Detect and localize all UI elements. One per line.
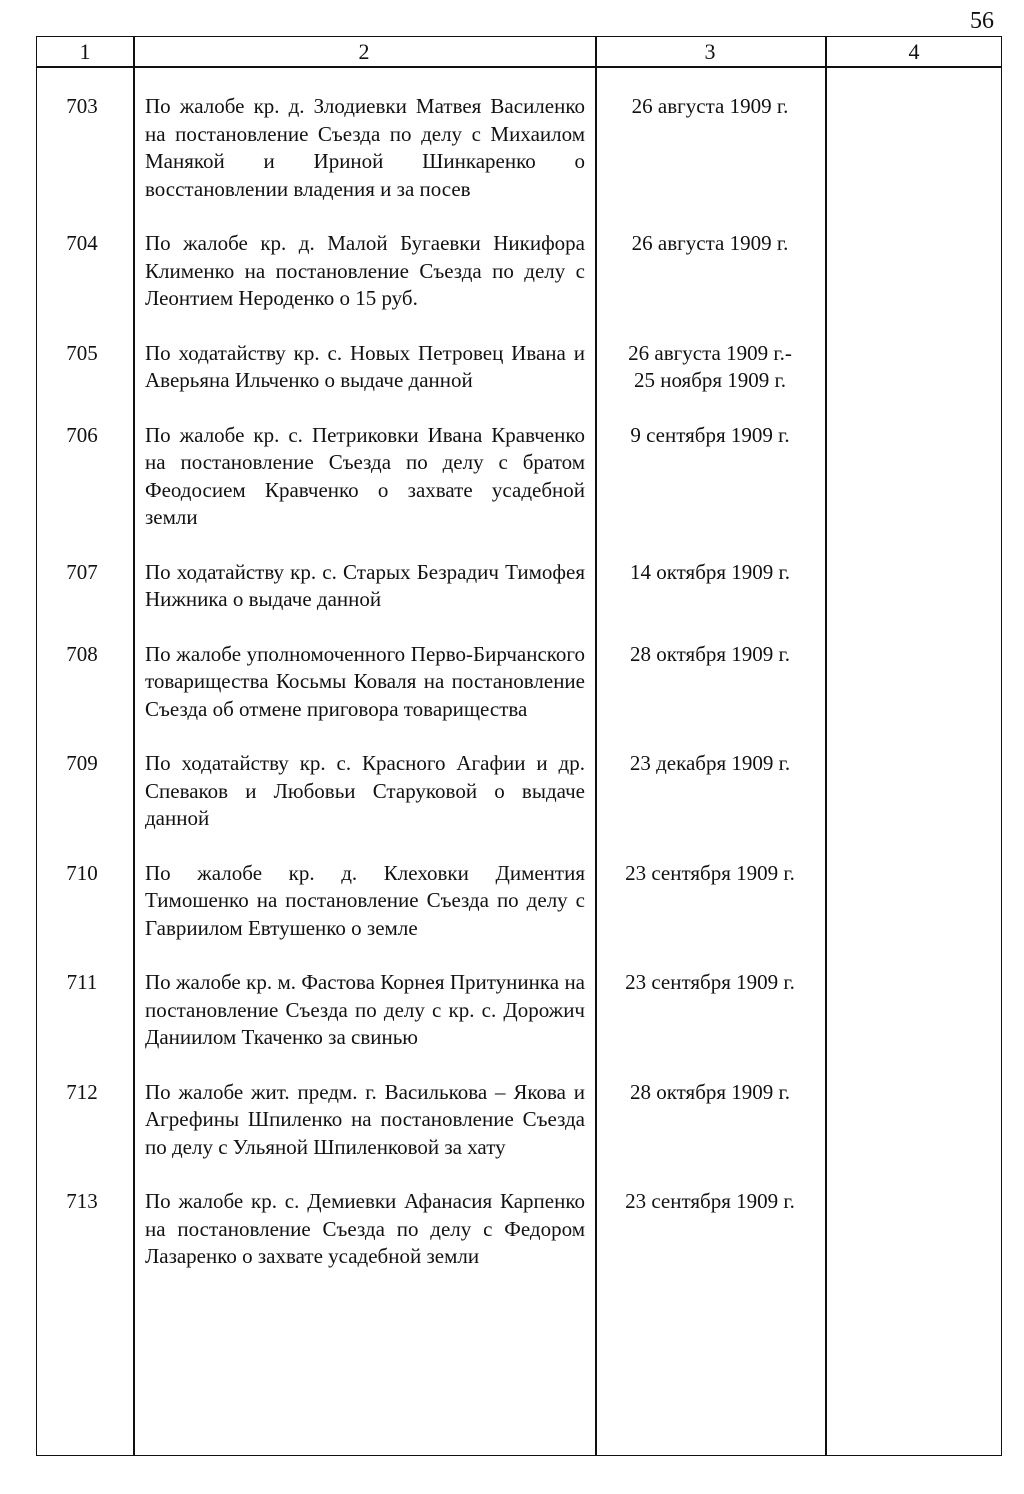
- case-date: 23 сентября 1909 г.: [625, 860, 795, 885]
- case-date: 23 сентября 1909 г.: [625, 1189, 795, 1213]
- table-row: [37, 559, 1001, 614]
- register-table: [36, 36, 1002, 1456]
- column-header-3: 3: [704, 39, 716, 64]
- case-number: 708: [66, 641, 98, 666]
- case-description: По жалобе жит. предм. г. Василькова – Якова и Агрефины Шпиленко на постановление Съезда по делу с Ульяной Шпиленковой за хату: [145, 1079, 585, 1159]
- case-description: По жалобе кр. м. Фастова Корнея Притунинка на постановление Съезда по делу с кр. с. Дорожич Даниилом Ткаченко за свинью: [145, 970, 585, 1049]
- table-row: [37, 93, 1001, 203]
- table-row: [37, 750, 1001, 833]
- table-row: [37, 860, 1001, 943]
- case-description: По ходатайству кр. с. Старых Безрадич Тимофея Нижника о выдаче данной: [145, 559, 585, 611]
- case-number: 706: [66, 422, 98, 447]
- column-header-4: 4: [908, 39, 920, 64]
- table-row: [37, 969, 1001, 1052]
- case-description: По жалобе кр. д. Малой Бугаевки Никифора Клименко на постановление Съезда по делу с Леонтием Нероденко о 15 руб.: [145, 231, 585, 310]
- case-number: 712: [66, 1079, 98, 1104]
- table-row: [37, 1079, 1001, 1162]
- case-number: 710: [66, 860, 98, 885]
- case-description: По ходатайству кр. с. Красного Агафии и др. Спеваков и Любовьи Старуковой о выдаче данной: [145, 751, 585, 830]
- column-header-2: 2: [358, 39, 370, 64]
- case-date: 14 октября 1909 г.: [629, 559, 791, 584]
- case-number: 704: [66, 231, 98, 255]
- case-number: 703: [66, 94, 98, 118]
- table-body: [37, 93, 1001, 1271]
- table-row: [37, 340, 1001, 395]
- case-date: 28 октября 1909 г.: [629, 641, 791, 666]
- case-date: 23 декабря 1909 г.: [629, 751, 791, 775]
- case-description: По жалобе уполномоченного Перво-Бирчанского товарищества Косьмы Коваля на постановление Съезда об отмене приговора товарищества: [145, 641, 585, 721]
- case-date: 26 августа 1909 г.- 25 ноября 1909 г.: [628, 340, 792, 392]
- case-number: 711: [66, 970, 98, 994]
- table-row: [37, 230, 1001, 313]
- case-date: 9 сентября 1909 г.: [630, 422, 790, 447]
- case-date: 26 августа 1909 г.: [631, 94, 789, 118]
- table-row: [37, 641, 1001, 724]
- case-description: По жалобе кр. д. Клеховки Диментия Тимошенко на постановление Съезда по делу с Гавриилом Евтушенко о земле: [145, 860, 585, 940]
- table-row: [37, 422, 1001, 532]
- table-row: [37, 1188, 1001, 1271]
- table-header: [37, 37, 1001, 68]
- case-description: По ходатайству кр. с. Новых Петровец Ивана и Аверьяна Ильченко о выдаче данной: [145, 340, 585, 392]
- case-date: 26 августа 1909 г.: [631, 231, 789, 255]
- case-description: По жалобе кр. с. Петриковки Ивана Кравченко на постановление Съезда по делу с братом Феодосием Кравченко о захвате усадебной земли: [145, 422, 585, 529]
- case-description: По жалобе кр. с. Демиевки Афанасия Карпенко на постановление Съезда по делу с Федором Лазаренко о захвате усадебной земли: [145, 1189, 585, 1268]
- case-number: 705: [66, 340, 98, 365]
- column-header-1: 1: [79, 39, 91, 64]
- case-number: 709: [66, 751, 98, 775]
- case-number: 713: [66, 1189, 98, 1213]
- case-number: 707: [66, 559, 98, 584]
- case-date: 23 сентября 1909 г.: [625, 970, 795, 994]
- case-description: По жалобе кр. д. Злодиевки Матвея Василенко на постановление Съезда по делу с Михаилом Манякой и Ириной Шинкаренко о восстановлении владения и за посев: [145, 94, 585, 201]
- page-number: 56: [970, 8, 994, 34]
- case-date: 28 октября 1909 г.: [629, 1079, 791, 1104]
